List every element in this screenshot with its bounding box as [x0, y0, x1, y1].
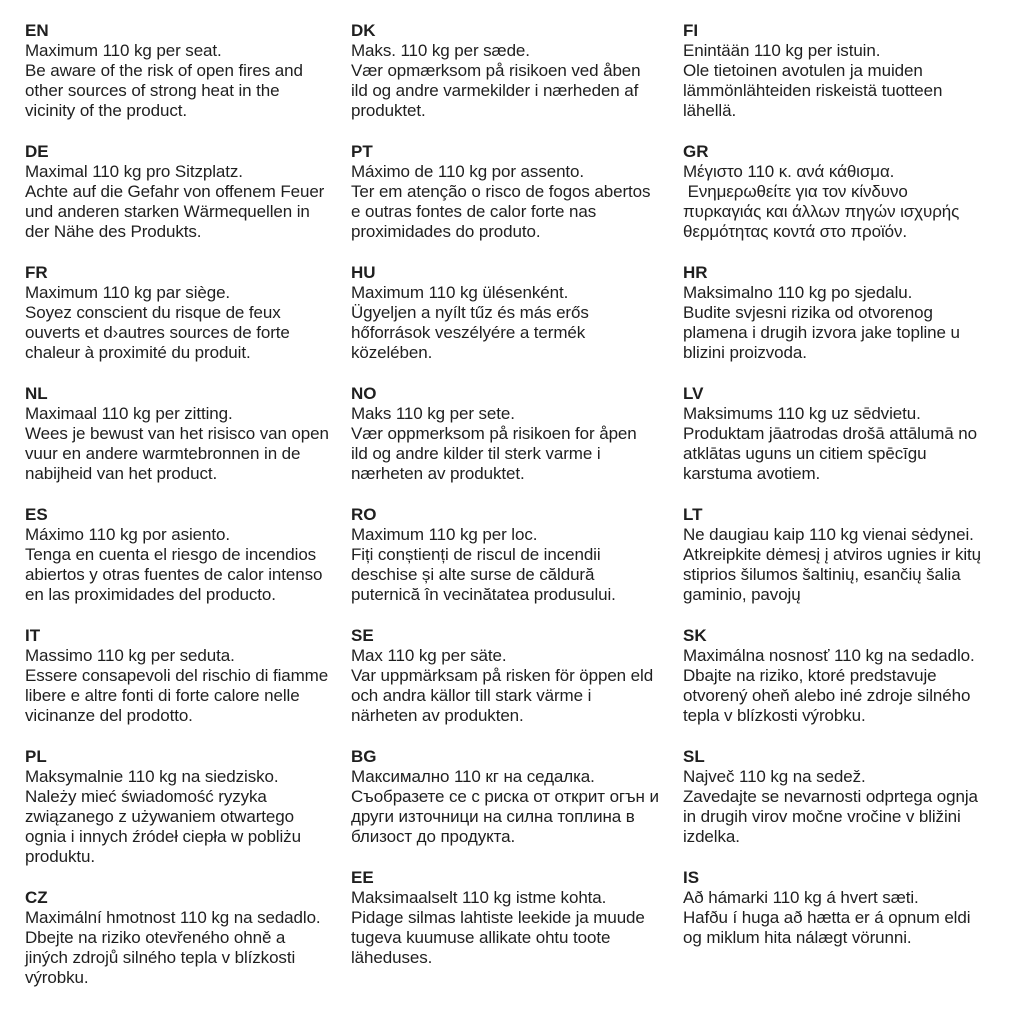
- language-block-dk: [351, 21, 679, 121]
- language-block-bg: [351, 747, 679, 847]
- instruction-line: Vær oppmerksom på risikoen for åpen: [351, 424, 637, 443]
- instruction-line: proximidades do produto.: [351, 222, 541, 241]
- language-code: FI: [683, 21, 699, 40]
- instruction-line: Fiți conștienți de riscul de incendii: [351, 545, 601, 564]
- instruction-line: in drugih virov močne vročine v bližini: [683, 807, 961, 826]
- instruction-line: Enintään 110 kg per istuin.: [683, 41, 881, 60]
- language-block-es: [25, 505, 347, 605]
- language-block-sl: [683, 747, 1021, 847]
- instruction-line: Maximum 110 kg ülésenként.: [351, 283, 569, 302]
- instruction-line: výrobku.: [25, 968, 89, 987]
- instruction-line: Max 110 kg per säte.: [351, 646, 507, 665]
- instruction-line: other sources of strong heat in the: [25, 81, 280, 100]
- instruction-line: og miklum hita nálægt vörunni.: [683, 928, 912, 947]
- instruction-line: nabijheid van het product.: [25, 464, 218, 483]
- language-block-hu: [351, 263, 679, 363]
- instruction-line: libere e altre fonti di forte calore nelle: [25, 686, 300, 705]
- instruction-line: Hafðu í huga að hætta er á opnum eldi: [683, 908, 971, 927]
- language-code: SK: [683, 626, 707, 645]
- instruction-line: gaminio, pavojų: [683, 585, 801, 604]
- instruction-line: Največ 110 kg na sedež.: [683, 767, 866, 786]
- instruction-line: Μέγιστο 110 κ. ανά κάθισμα.: [683, 162, 895, 181]
- language-code: SL: [683, 747, 705, 766]
- language-block-nl: [25, 384, 347, 484]
- instruction-line: Atkreipkite dėmesį į atviros ugnies ir kitų: [683, 545, 982, 564]
- language-code: EE: [351, 868, 374, 887]
- language-code: RO: [351, 505, 377, 524]
- column-left: [25, 21, 347, 1009]
- instruction-line: hőforrások veszélyére a termék: [351, 323, 586, 342]
- instruction-line: Dbejte na riziko otevřeného ohně a: [25, 928, 286, 947]
- language-block-en: [25, 21, 347, 121]
- language-code: GR: [683, 142, 709, 161]
- instruction-line: Maximaal 110 kg per zitting.: [25, 404, 233, 423]
- language-block-se: [351, 626, 679, 726]
- column-right: [683, 21, 1021, 969]
- instruction-line: och andra källor till stark värme i: [351, 686, 592, 705]
- instruction-line: Maximum 110 kg per loc.: [351, 525, 538, 544]
- instruction-line: e outras fontes de calor forte nas: [351, 202, 597, 221]
- instruction-line: közelében.: [351, 343, 433, 362]
- instruction-line: Maksimaalselt 110 kg istme kohta.: [351, 888, 607, 907]
- instruction-line: Ole tietoinen avotulen ja muiden: [683, 61, 923, 80]
- language-block-gr: [683, 142, 1021, 242]
- instruction-line: deschise și alte surse de căldură: [351, 565, 595, 584]
- instruction-line: nærheten av produktet.: [351, 464, 525, 483]
- instruction-line: Var uppmärksam på risken för öppen eld: [351, 666, 654, 685]
- language-block-cz: [25, 888, 347, 988]
- language-block-no: [351, 384, 679, 484]
- language-block-hr: [683, 263, 1021, 363]
- language-code: EN: [25, 21, 49, 40]
- language-code: BG: [351, 747, 377, 766]
- instruction-line: Zavedajte se nevarnosti odprtega ognja: [683, 787, 978, 806]
- language-block-lv: [683, 384, 1021, 484]
- instruction-line: ild og andre varmekilder i nærheden af: [351, 81, 639, 100]
- instruction-line: blizini proizvoda.: [683, 343, 807, 362]
- instruction-line: stiprios šilumos šaltinių, esančių šalia: [683, 565, 961, 584]
- language-block-it: [25, 626, 347, 726]
- language-block-pl: [25, 747, 347, 867]
- instruction-line: Wees je bewust van het risisco van open: [25, 424, 329, 443]
- language-code: ES: [25, 505, 48, 524]
- instruction-line: Ne daugiau kaip 110 kg vienai sėdynei.: [683, 525, 974, 544]
- instruction-line: Maximálna nosnosť 110 kg na sedadlo.: [683, 646, 975, 665]
- language-block-de: [25, 142, 347, 242]
- language-code: FR: [25, 263, 48, 282]
- language-code: LV: [683, 384, 704, 403]
- language-block-lt: [683, 505, 1021, 605]
- language-code: IS: [683, 868, 700, 887]
- instruction-line: Dbajte na riziko, ktoré predstavuje: [683, 666, 937, 685]
- instruction-line: Massimo 110 kg per seduta.: [25, 646, 235, 665]
- instruction-line: en las proximidades del producto.: [25, 585, 276, 604]
- instruction-line: ognia i innych źródeł ciepła w pobliżu: [25, 827, 301, 846]
- instruction-line: Максимално 110 кг на седалка.: [351, 767, 595, 786]
- instruction-line: närheten av produkten.: [351, 706, 524, 725]
- instruction-line: Maksimalno 110 kg po sjedalu.: [683, 283, 913, 302]
- instruction-line: Należy mieć świadomość ryzyka: [25, 787, 267, 806]
- instruction-line: ouverts et d›autres sources de forte: [25, 323, 290, 342]
- instruction-line: Vær opmærksom på risikoen ved åben: [351, 61, 641, 80]
- instruction-line: produktet.: [351, 101, 426, 120]
- instruction-line: Máximo 110 kg por asiento.: [25, 525, 230, 544]
- instruction-line: Maksymalnie 110 kg na siedzisko.: [25, 767, 279, 786]
- language-code: NO: [351, 384, 377, 403]
- instruction-line: Að hámarki 110 kg á hvert sæti.: [683, 888, 919, 907]
- instruction-line: tugeva kuumuse allikate ohtu toote: [351, 928, 611, 947]
- instruction-line: vicinanze del prodotto.: [25, 706, 193, 725]
- language-block-fr: [25, 263, 347, 363]
- instruction-line: Produktam jāatrodas drošā attālumā no: [683, 424, 977, 443]
- instruction-line: vuur en andere warmtebronnen in de: [25, 444, 301, 463]
- instruction-line: Essere consapevoli del rischio di fiamme: [25, 666, 329, 685]
- instruction-line: Maks 110 kg per sete.: [351, 404, 515, 423]
- instruction-line: θερμότητας κοντά στο προϊόν.: [683, 222, 908, 241]
- instruction-line: други източници на силна топлина в: [351, 807, 635, 826]
- language-code: IT: [25, 626, 41, 645]
- instruction-line: izdelka.: [683, 827, 740, 846]
- language-code: LT: [683, 505, 703, 524]
- instruction-line: Maks. 110 kg per sæde.: [351, 41, 530, 60]
- instruction-line: Maksimums 110 kg uz sēdvietu.: [683, 404, 921, 423]
- instruction-line: Be aware of the risk of open fires and: [25, 61, 303, 80]
- language-code: SE: [351, 626, 374, 645]
- instruction-line: близост до продукта.: [351, 827, 516, 846]
- instruction-line: Maximum 110 kg par siège.: [25, 283, 231, 302]
- instruction-line: Pidage silmas lahtiste leekide ja muude: [351, 908, 645, 927]
- language-code: HU: [351, 263, 376, 282]
- instruction-line: otvorený oheň alebo iné zdroje silného: [683, 686, 971, 705]
- instruction-line: Ter em atenção o risco de fogos abertos: [351, 182, 651, 201]
- instruction-line: Съобразете се с риска от открит огън и: [351, 787, 659, 806]
- instruction-line: Maximální hmotnost 110 kg na sedadlo.: [25, 908, 321, 927]
- instruction-line: atklātas uguns un citiem spēcīgu: [683, 444, 927, 463]
- instruction-line: der Nähe des Produkts.: [25, 222, 202, 241]
- language-block-fi: [683, 21, 1021, 121]
- language-code: HR: [683, 263, 708, 282]
- instruction-line: karstuma avotiem.: [683, 464, 821, 483]
- instruction-line: jiných zdrojů silného tepla v blízkosti: [25, 948, 296, 967]
- instruction-line: związanego z używaniem otwartego: [25, 807, 294, 826]
- instruction-line: abiertos y otras fuentes de calor intenso: [25, 565, 323, 584]
- instruction-line: Soyez conscient du risque de feux: [25, 303, 281, 322]
- instruction-line: Maximum 110 kg per seat.: [25, 41, 222, 60]
- language-code: PT: [351, 142, 373, 161]
- instruction-line: Tenga en cuenta el riesgo de incendios: [25, 545, 317, 564]
- language-code: PL: [25, 747, 47, 766]
- column-middle: [351, 21, 679, 989]
- instruction-line: Ügyeljen a nyílt tűz és más erős: [351, 303, 589, 322]
- language-code: CZ: [25, 888, 48, 907]
- instruction-line: plamena i drugih izvora jake topline u: [683, 323, 960, 342]
- instruction-line: tepla v blízkosti výrobku.: [683, 706, 866, 725]
- instruction-line: Ενημερωθείτε για τον κίνδυνο: [683, 182, 908, 201]
- instruction-line: Máximo de 110 kg por assento.: [351, 162, 585, 181]
- instruction-line: ild og andre kilder til sterk varme i: [351, 444, 601, 463]
- instruction-line: läheduses.: [351, 948, 433, 967]
- instruction-line: puternică în vecinătatea produsului.: [351, 585, 616, 604]
- instruction-line: chaleur à proximité du produit.: [25, 343, 251, 362]
- language-block-pt: [351, 142, 679, 242]
- instruction-line: πυρκαγιάς και άλλων πηγών ισχυρής: [683, 202, 960, 221]
- instruction-line: Maximal 110 kg pro Sitzplatz.: [25, 162, 243, 181]
- instruction-line: Achte auf die Gefahr von offenem Feuer: [25, 182, 325, 201]
- language-block-is: [683, 868, 1021, 948]
- language-code: DE: [25, 142, 49, 161]
- instruction-line: und anderen starken Wärmequellen in: [25, 202, 310, 221]
- language-code: DK: [351, 21, 376, 40]
- instruction-line: produktu.: [25, 847, 95, 866]
- instruction-line: lähellä.: [683, 101, 737, 120]
- language-block-ro: [351, 505, 679, 605]
- instruction-line: vicinity of the product.: [25, 101, 188, 120]
- instruction-line: lämmönlähteiden riskeistä tuotteen: [683, 81, 943, 100]
- instruction-line: Budite svjesni rizika od otvorenog: [683, 303, 933, 322]
- language-code: NL: [25, 384, 48, 403]
- language-block-sk: [683, 626, 1021, 726]
- language-block-ee: [351, 868, 679, 968]
